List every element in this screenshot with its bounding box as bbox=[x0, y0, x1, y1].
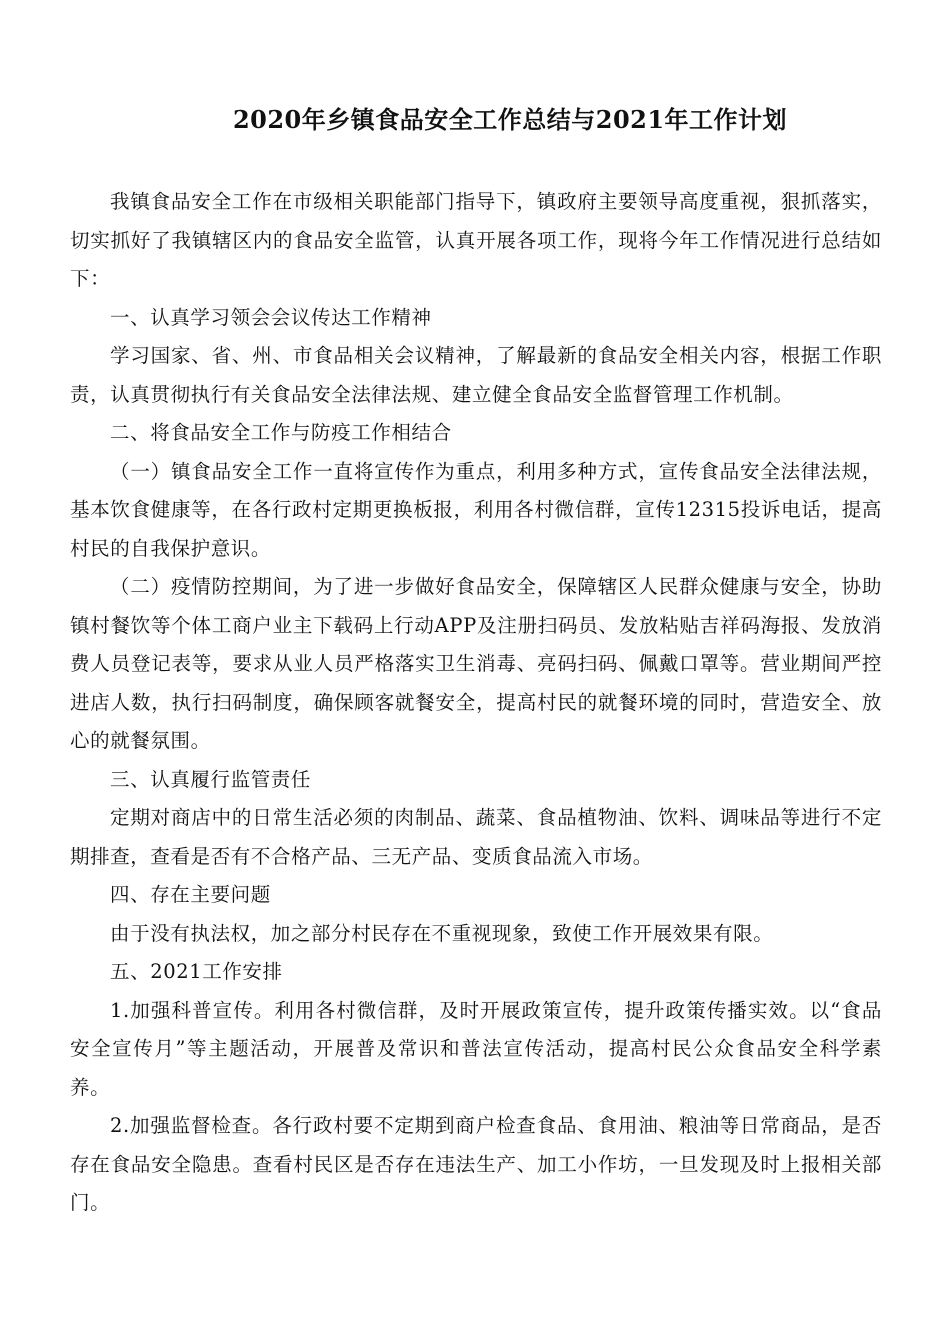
section-heading-1: 一、认真学习领会会议传达工作精神 bbox=[110, 305, 432, 329]
section-2-paragraph-1: （一）镇食品安全工作一直将宣传作为重点，利用多种方式，宣传食品安全法律法规，基本饮食健康等，在各行政村定期更换板报，利用各村微信群，宣传12315投诉电话，提高村民的自我保护意识。 bbox=[70, 459, 882, 560]
section-1-paragraph: 学习国家、省、州、市食品相关会议精神，了解最新的食品安全相关内容，根据工作职责，认真贯彻执行有关食品安全法律法规、建立健全食品安全监督管理工作机制。 bbox=[70, 344, 882, 406]
intro-paragraph: 我镇食品安全工作在市级相关职能部门指导下，镇政府主要领导高度重视，狠抓落实，切实抓好了我镇辖区内的食品安全监管，认真开展各项工作，现将今年工作情况进行总结如下： bbox=[70, 190, 882, 290]
section-5-item-1: 1.加强科普宣传。利用各村微信群，及时开展政策宣传，提升政策传播实效。以“食品安全宣传月”等主题活动，开展普及常识和普法宣传活动，提高村民公众食品安全科学素养。 bbox=[70, 998, 882, 1099]
section-heading-2: 二、将食品安全工作与防疫工作相结合 bbox=[110, 421, 452, 444]
section-5-item-2: 2.加强监督检查。各行政村要不定期到商户检查食品、食用油、粮油等日常商品，是否存在食品安全隐患。查看村民区是否存在违法生产、加工小作坊，一旦发现及时上报相关部门。 bbox=[70, 1114, 882, 1214]
section-4-paragraph: 由于没有执法权，加之部分村民存在不重视现象，致使工作开展效果有限。 bbox=[110, 921, 774, 945]
document-title: 2020年乡镇食品安全工作总结与2021年工作计划 bbox=[232, 105, 788, 134]
section-heading-5: 五、2021工作安排 bbox=[110, 960, 283, 983]
section-heading-3: 三、认真履行监管责任 bbox=[110, 767, 312, 791]
section-heading-4: 四、存在主要问题 bbox=[110, 883, 271, 906]
document-body bbox=[70, 183, 882, 1223]
section-3-paragraph: 定期对商店中的日常生活必须的肉制品、蔬菜、食品植物油、饮料、调味品等进行不定期排查，查看是否有不合格产品、三无产品、变质食品流入市场。 bbox=[70, 806, 882, 868]
section-2-paragraph-2: （二）疫情防控期间，为了进一步做好食品安全，保障辖区人民群众健康与安全，协助镇村餐饮等个体工商户业主下载码上行动APP及注册扫码员、发放粘贴吉祥码海报、发放消费人员登记表等，要求从业人员严格落实卫生消毒、亮码扫码、佩戴口罩等。营业期间严控进店人数，执行扫码制度，确保顾客就餐安全，提高村民的就餐环境的同时，营造安全、放心的就餐氛围。 bbox=[70, 575, 882, 752]
